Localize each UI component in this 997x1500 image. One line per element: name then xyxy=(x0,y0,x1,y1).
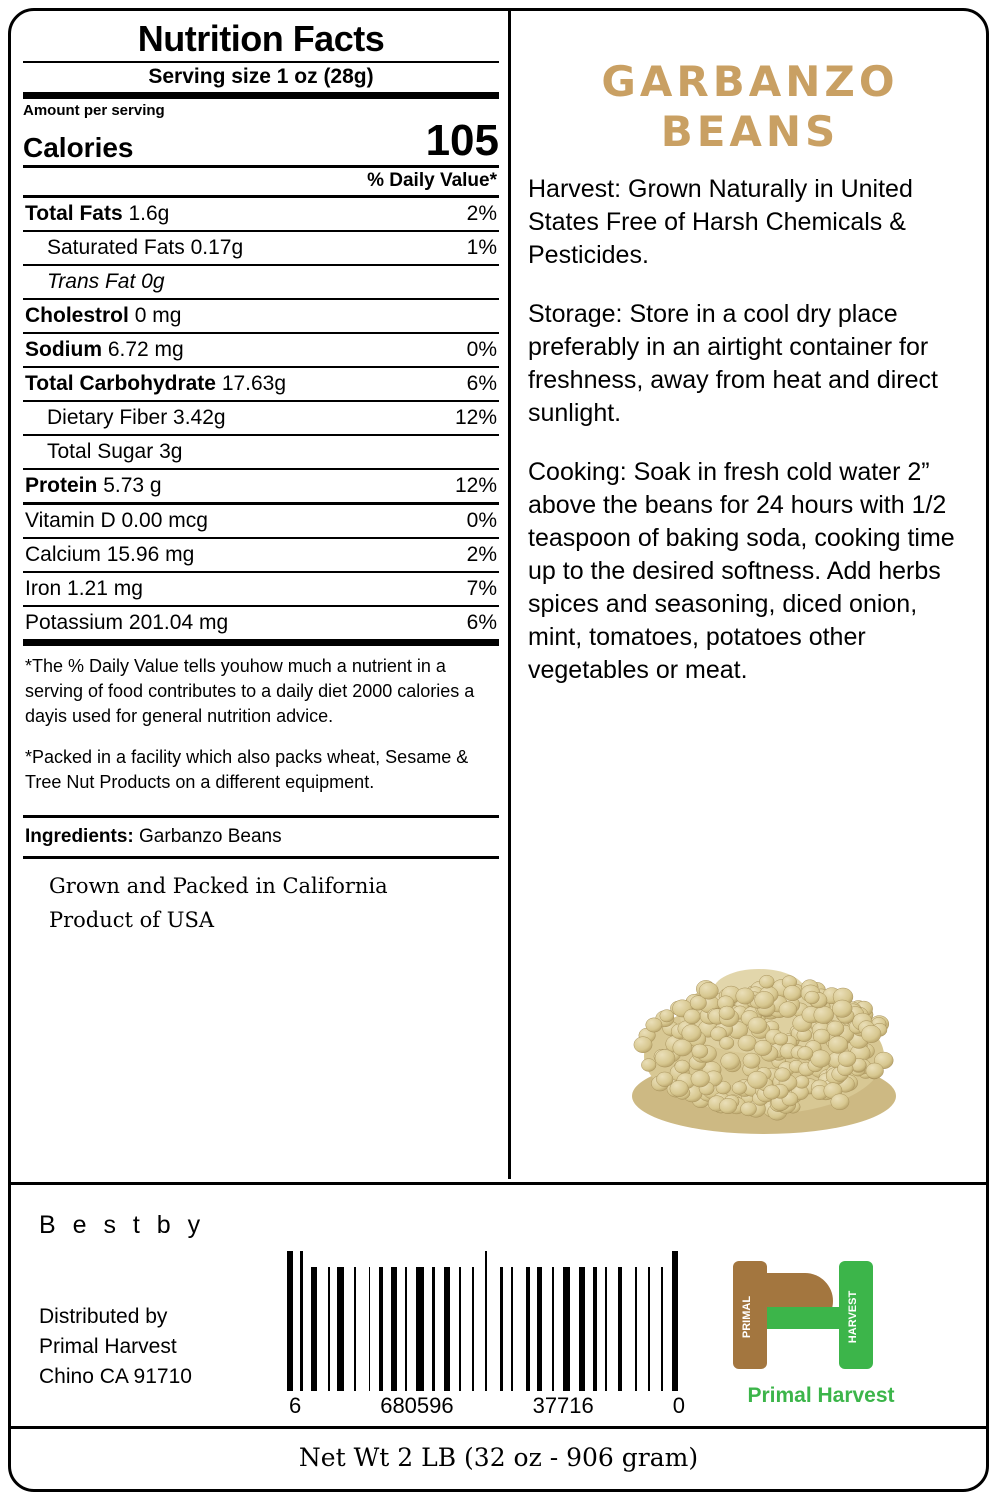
barcode-digits-mid-2: 37716 xyxy=(532,1393,594,1418)
table-row xyxy=(23,368,499,400)
nutrient-name: Dietary Fiber xyxy=(47,406,168,429)
table-row xyxy=(23,436,499,468)
nutrient-name: Trans Fat xyxy=(47,270,136,293)
nutrient-amount: 1.21 mg xyxy=(67,577,143,600)
nutrition-facts-panel xyxy=(11,11,511,1179)
product-label xyxy=(8,8,989,1492)
nutrient-dv: 7% xyxy=(466,577,497,600)
nutrient-dv: 6% xyxy=(466,372,497,395)
origin-text xyxy=(23,859,499,937)
product-copy xyxy=(514,157,986,687)
calories-row xyxy=(23,116,499,165)
amount-per-serving-label: Amount per serving xyxy=(23,102,165,119)
svg-text:HARVEST: HARVEST xyxy=(847,1290,859,1344)
nutrient-amount: 0 mg xyxy=(134,304,182,327)
calories-label: Calories xyxy=(23,132,134,163)
table-row xyxy=(23,300,499,332)
harvest-text: Harvest: Grown Naturally in United States Free of Harsh Chemicals & Pesticides. xyxy=(528,175,913,269)
nutrient-amount: 3.42g xyxy=(173,406,226,429)
brand-line-1: GARBANZO xyxy=(601,57,899,106)
nutrient-name: Total Fats xyxy=(25,202,123,225)
brand-title xyxy=(514,11,986,157)
barcode-bars xyxy=(287,1251,687,1391)
nutrient-name: Cholestrol xyxy=(25,304,129,327)
distributor-line-2: Primal Harvest xyxy=(39,1335,177,1358)
distributor-line-3: Chino CA 91710 xyxy=(39,1365,192,1388)
nutrient-amount: 5.73 g xyxy=(103,474,162,497)
nutrient-name: Calcium xyxy=(25,543,101,566)
net-weight: Net Wt 2 LB (32 oz - 906 gram) xyxy=(11,1426,986,1472)
nutrient-dv: 0% xyxy=(466,509,497,532)
table-row xyxy=(23,334,499,366)
svg-text:PRIMAL: PRIMAL xyxy=(741,1295,753,1339)
nutrient-name: Vitamin D xyxy=(25,509,116,532)
primal-harvest-logo xyxy=(711,1255,931,1408)
nutrient-amount: 0g xyxy=(141,270,165,293)
table-row xyxy=(23,539,499,571)
distributor-line-1: Distributed by xyxy=(39,1305,168,1328)
nutrient-amount: 1.6g xyxy=(128,202,170,225)
table-row xyxy=(23,573,499,605)
table-row xyxy=(23,607,499,639)
barcode-digits-mid-1: 680596 xyxy=(380,1393,454,1418)
nutrient-dv: 6% xyxy=(466,611,497,634)
table-row xyxy=(23,198,499,230)
nutrient-amount: 0.00 mcg xyxy=(121,509,208,532)
nutrient-name: Potassium xyxy=(25,611,124,634)
ingredients-value: Garbanzo Beans xyxy=(139,826,282,847)
nutrient-dv: 2% xyxy=(466,202,497,225)
storage-text: Storage: Store in a cool dry place preferably in an airtight container for freshness, away from heat and direct sunlight. xyxy=(528,300,938,427)
table-row xyxy=(23,470,499,502)
nutrient-amount: 6.72 mg xyxy=(107,338,184,361)
nutrient-dv: 0% xyxy=(466,338,497,361)
nutrient-amount: 17.63g xyxy=(221,372,287,395)
table-row xyxy=(23,402,499,434)
footnotes xyxy=(23,646,499,815)
nutrient-amount: 15.96 mg xyxy=(106,543,195,566)
nutrient-dv: 1% xyxy=(466,236,497,259)
allergen-footnote: *Packed in a facility which also packs wheat, Sesame & Tree Nut Products on a different equipment. xyxy=(25,747,469,792)
serving-size: Serving size 1 oz (28g) xyxy=(148,65,374,88)
nutrient-name: Iron xyxy=(25,577,62,600)
nutrient-name: Sodium xyxy=(25,338,102,361)
nutrient-amount: 3g xyxy=(159,440,183,463)
origin-line-1: Grown and Packed in California xyxy=(49,874,388,898)
table-row xyxy=(23,232,499,264)
logo-name: Primal Harvest xyxy=(747,1384,895,1407)
origin-line-2: Product of USA xyxy=(49,908,214,932)
nutrient-name: Total Carbohydrate xyxy=(25,372,216,395)
nutrition-facts-title: Nutrition Facts xyxy=(137,18,385,59)
daily-value-footnote: *The % Daily Value tells youhow much a nutrient in a serving of food contributes to a daily diet 2000 calories a dayis used for general nutrition advice. xyxy=(25,656,475,726)
nutrient-dv: 2% xyxy=(466,543,497,566)
nutrient-dv: 12% xyxy=(454,474,497,497)
calories-value: 105 xyxy=(425,116,499,165)
barcode xyxy=(287,1251,687,1419)
nutrient-name: Saturated Fats xyxy=(47,236,185,259)
barcode-digit-left: 6 xyxy=(289,1393,302,1418)
best-by-label: B e s t b y xyxy=(39,1211,206,1239)
garbanzo-beans-photo xyxy=(594,936,934,1146)
table-row xyxy=(23,505,499,537)
label-top-section xyxy=(11,11,986,1179)
barcode-digits xyxy=(287,1391,687,1419)
brand-line-2: BEANS xyxy=(660,107,840,156)
nutrient-dv: 12% xyxy=(454,406,497,429)
nutrient-amount: 0.17g xyxy=(190,236,244,259)
daily-value-header: % Daily Value* xyxy=(367,170,497,191)
table-row xyxy=(23,266,499,298)
nutrient-name: Protein xyxy=(25,474,98,497)
nutrient-name: Total Sugar xyxy=(47,440,154,463)
cooking-text: Cooking: Soak in fresh cold water 2” above the beans for 24 hours with 1/2 teaspoon of baking soda, cooking time up to the desired softness. Add herbs spices and seasoning, diced onion, mint, tomatoes, potatoes other vegetables or meat. xyxy=(528,458,955,684)
nutrient-amount: 201.04 mg xyxy=(128,611,229,634)
ingredients xyxy=(23,818,499,856)
product-info-panel xyxy=(514,11,986,1179)
barcode-digit-right: 0 xyxy=(672,1393,685,1418)
ingredients-label: Ingredients: xyxy=(25,826,134,847)
